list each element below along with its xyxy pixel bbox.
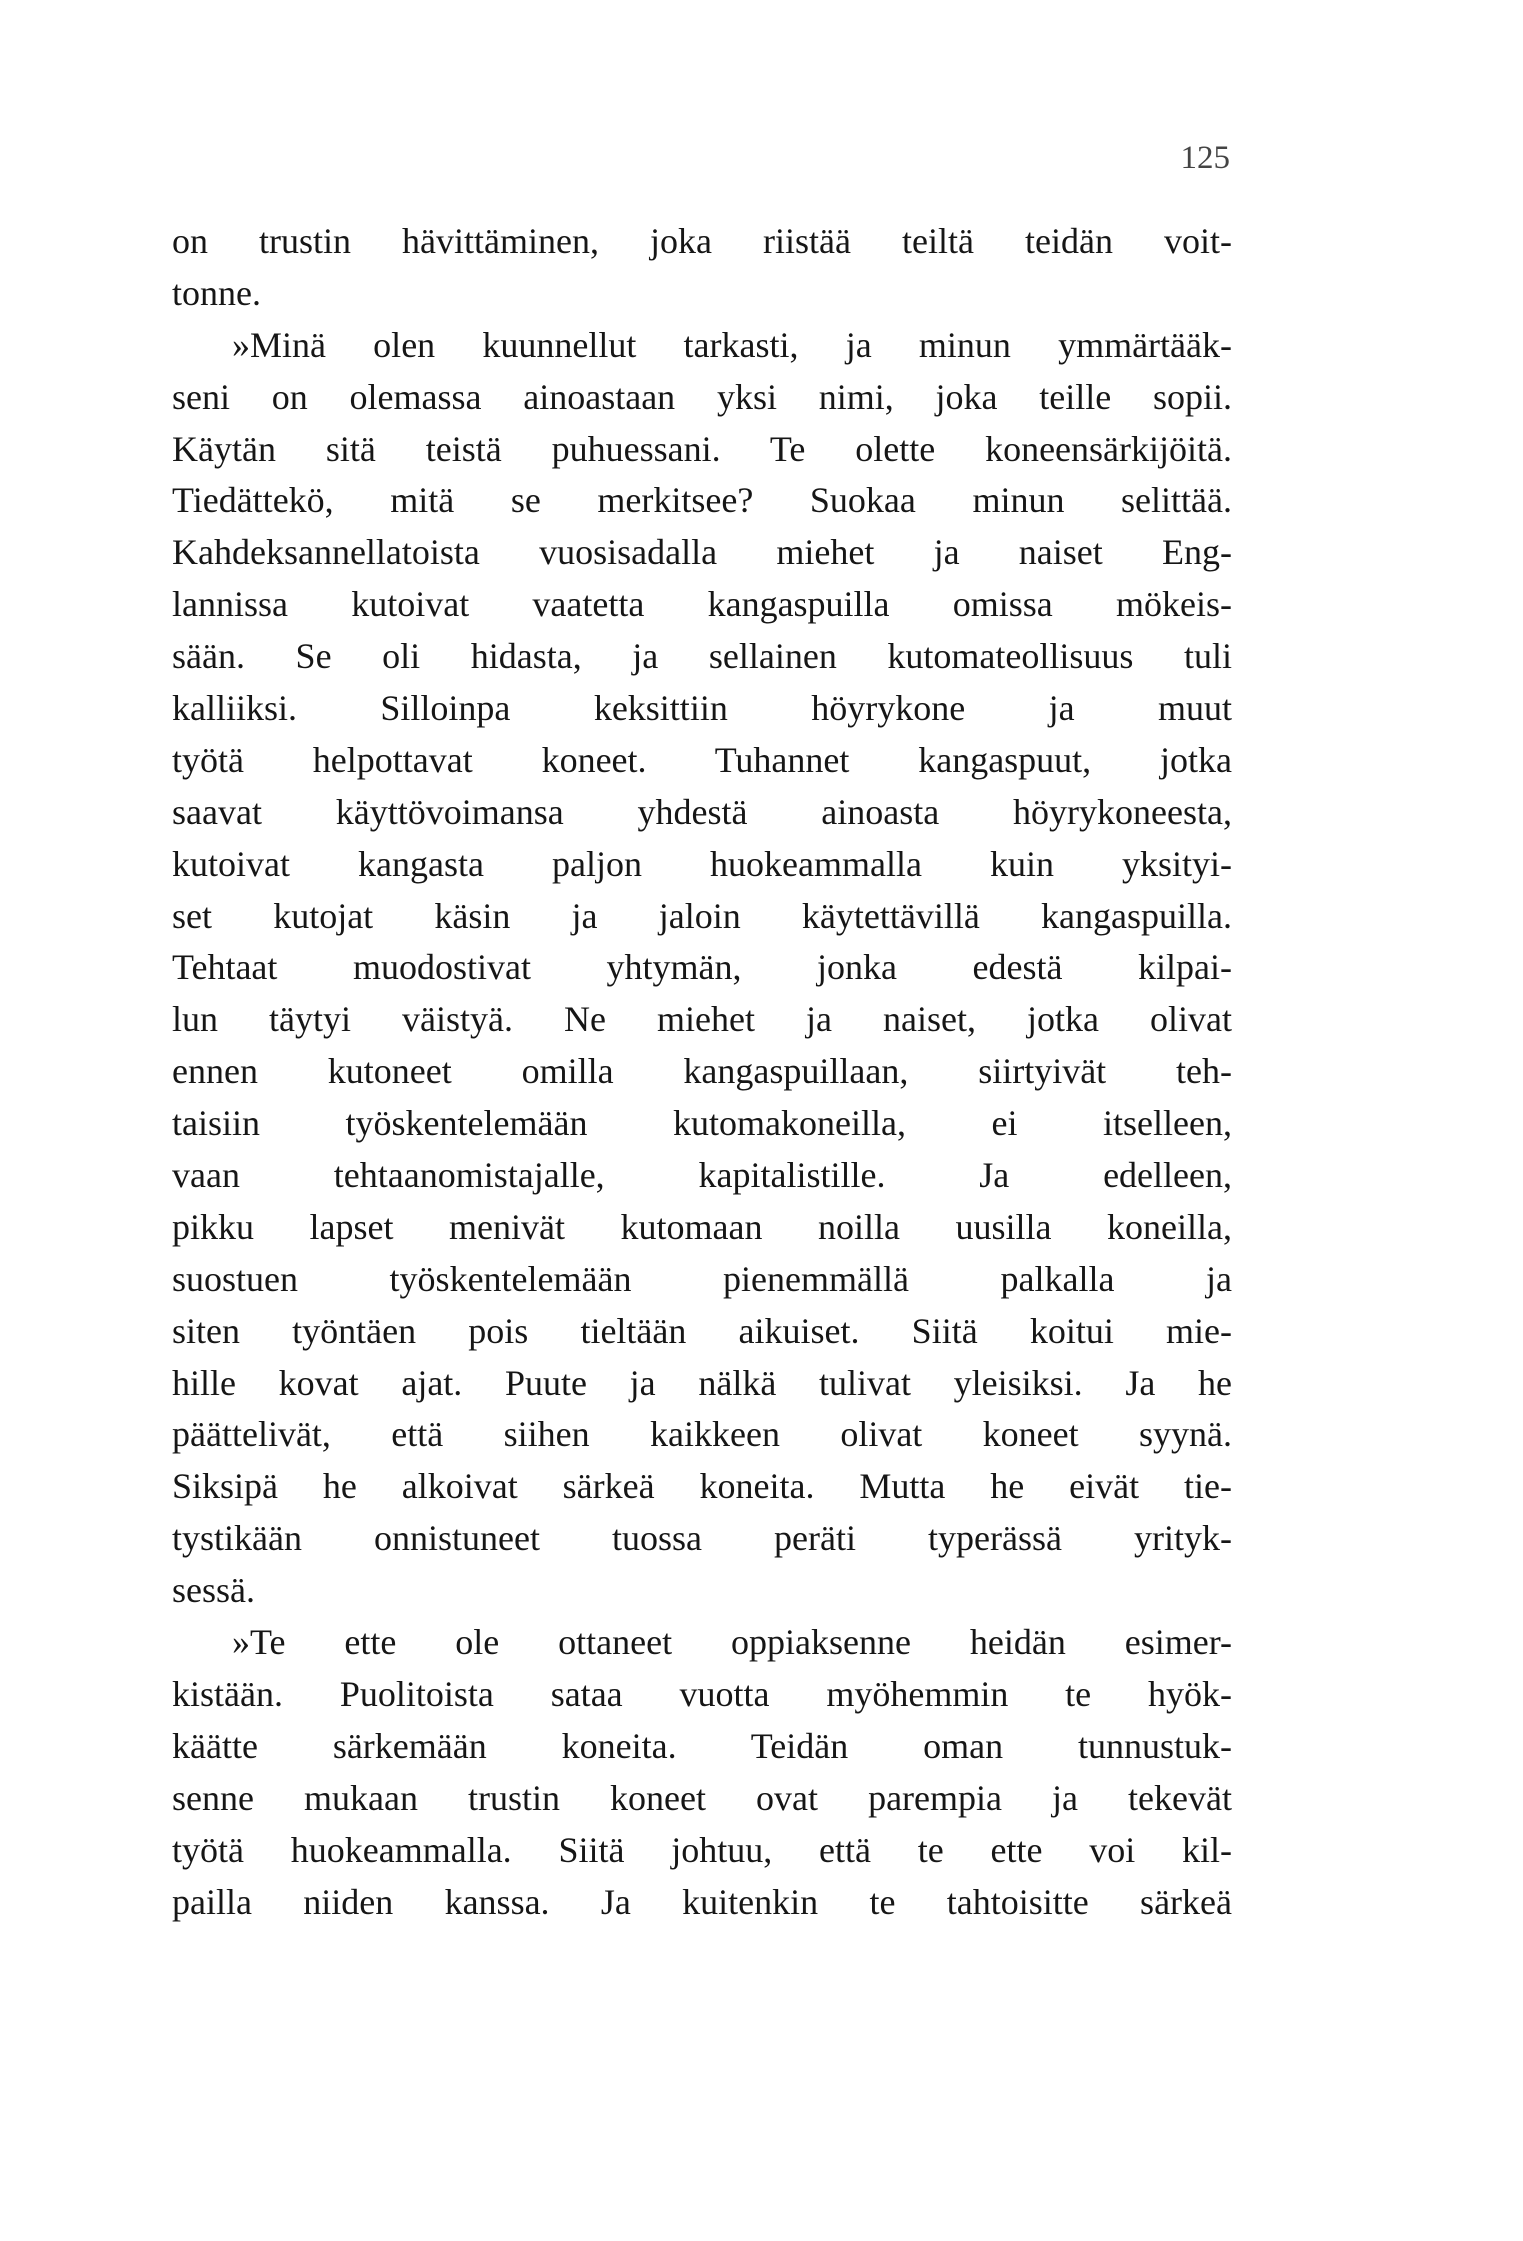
text-line: kalliiksi. Silloinpa keksittiin höyrykone ja muut [172, 688, 1232, 729]
text-line: Tehtaat muodostivat yhtymän, jonka edestä kilpai- [172, 947, 1232, 988]
text-line: Tiedättekö, mitä se merkitsee? Suokaa minun selittää. [172, 480, 1232, 521]
text-line: set kutojat käsin ja jaloin käytettävillä kangaspuilla. [172, 895, 1232, 936]
text-line: suostuen työskentelemään pienemmällä palkalla ja [172, 1258, 1232, 1299]
text-line: vaan tehtaanomistajalle, kapitalistille. Ja edelleen, [172, 1155, 1232, 1196]
text-line: sessä. [172, 1570, 255, 1611]
text-line: »Te ette ole ottaneet oppiaksenne heidän esimer- [232, 1622, 1232, 1663]
text-line: työtä helpottavat koneet. Tuhannet kangaspuut, jotka [172, 739, 1232, 780]
text-line: Siksipä he alkoivat särkeä koneita. Mutta he eivät tie- [172, 1466, 1232, 1507]
text-line: Käytän sitä teistä puhuessani. Te olette koneensärkijöitä. [172, 428, 1232, 469]
text-line: kistään. Puolitoista sataa vuotta myöhemmin te hyök- [172, 1673, 1232, 1714]
text-line: tystikään onnistuneet tuossa peräti typerässä yrityk- [172, 1518, 1232, 1559]
body-text [172, 216, 1232, 1928]
text-line: taisiin työskentelemään kutomakoneilla, ei itselleen, [172, 1103, 1232, 1144]
text-line: on trustin hävittäminen, joka riistää teiltä teidän voit- [172, 221, 1232, 261]
text-line: senne mukaan trustin koneet ovat parempia ja tekevät [172, 1777, 1232, 1818]
text-line: käätte särkemään koneita. Teidän oman tunnustuk- [172, 1725, 1232, 1766]
text-line: sään. Se oli hidasta, ja sellainen kutomateollisuus tuli [172, 636, 1232, 677]
text-line: lun täytyi väistyä. Ne miehet ja naiset, jotka olivat [172, 999, 1232, 1040]
text-line: seni on olemassa ainoastaan yksi nimi, joka teille sopii. [172, 376, 1232, 417]
text-line: kutoivat kangasta paljon huokeammalla kuin yksityi- [172, 843, 1232, 884]
text-line: pailla niiden kanssa. Ja kuitenkin te tahtoisitte särkeä [172, 1881, 1232, 1922]
page-number: 125 [1180, 140, 1230, 176]
text-line: päättelivät, että siihen kaikkeen olivat koneet syynä. [172, 1414, 1232, 1455]
text-line: siten työntäen pois tieltään aikuiset. Siitä koitui mie- [172, 1310, 1232, 1351]
text-line: saavat käyttövoimansa yhdestä ainoasta höyrykoneesta, [172, 791, 1232, 832]
text-line: pikku lapset menivät kutomaan noilla uusilla koneilla, [172, 1206, 1232, 1247]
text-line: ennen kutoneet omilla kangaspuillaan, siirtyivät teh- [172, 1051, 1232, 1092]
text-line: Kahdeksannellatoista vuosisadalla miehet ja naiset Eng- [172, 532, 1232, 573]
text-line: työtä huokeammalla. Siitä johtuu, että te ette voi kil- [172, 1829, 1232, 1870]
text-line: »Minä olen kuunnellut tarkasti, ja minun ymmärtääk- [232, 324, 1232, 365]
text-line: lannissa kutoivat vaatetta kangaspuilla omissa mökeis- [172, 584, 1232, 625]
text-line: hille kovat ajat. Puute ja nälkä tulivat yleisiksi. Ja he [172, 1362, 1232, 1403]
text-line: tonne. [172, 272, 261, 313]
